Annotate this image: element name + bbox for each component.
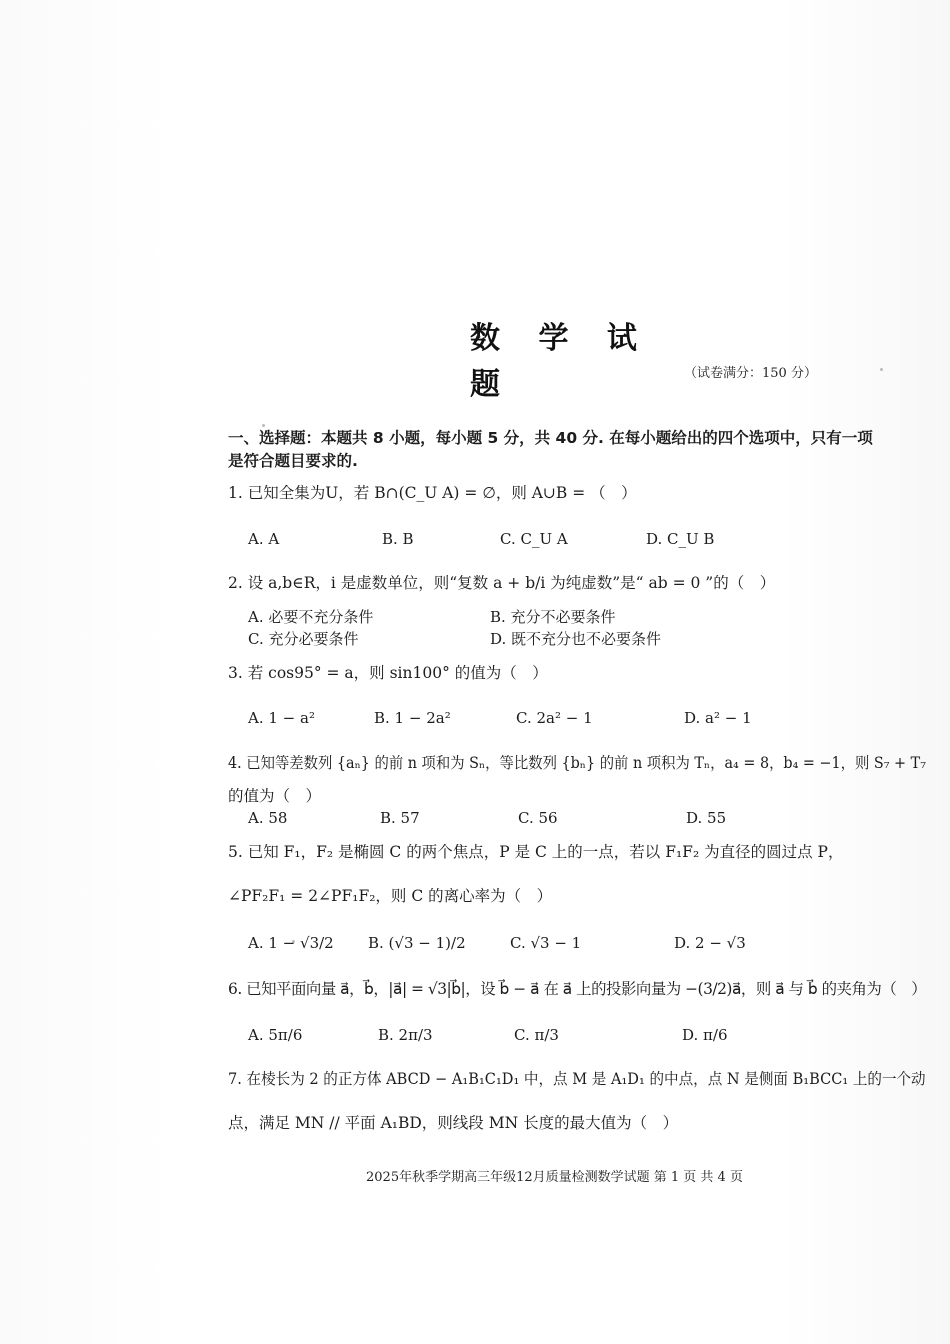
- question-5-stem-line2: ∠PF₂F₁ = 2∠PF₁F₂，则 C 的离心率为（ ）: [228, 887, 553, 905]
- scan-speck: [880, 368, 883, 371]
- question-3-option-a: A. 1 − a²: [248, 709, 315, 727]
- question-2-stem: 2. 设 a,b∈R，i 是虚数单位，则“复数 a + b/i 为纯虚数”是“ ab = 0 ”的（ ）: [228, 574, 776, 592]
- question-1-option-a: A. A: [248, 530, 280, 548]
- question-4-option-a: A. 58: [248, 809, 288, 827]
- question-2-option-d: D. 既不充分也不必要条件: [490, 630, 662, 648]
- question-4-stem-line1: 4. 已知等差数列 {aₙ} 的前 n 项和为 Sₙ，等比数列 {bₙ} 的前 n 项积为 Tₙ，a₄ = 8，b₄ = −1，则 S₇ + T₇: [228, 754, 926, 772]
- question-2-option-c: C. 充分必要条件: [248, 630, 359, 648]
- score-note: （试卷满分：150 分）: [684, 366, 817, 381]
- page-footer: 2025年秋季学期高三年级12月质量检测数学试题 第 1 页 共 4 页: [366, 1170, 743, 1185]
- section-heading-line2: 是符合题目要求的.: [228, 452, 358, 470]
- question-2-option-a: A. 必要不充分条件: [248, 608, 374, 626]
- question-6-option-b: B. 2π/3: [378, 1026, 433, 1044]
- question-3-option-b: B. 1 − 2a²: [374, 709, 451, 727]
- question-6-stem: 6. 已知平面向量 a⃗，b⃗，|a⃗| = √3|b⃗|，设 b⃗ − a⃗ 在 a⃗ 上的投影向量为 −(3/2)a⃗，则 a⃗ 与 b⃗ 的夹角为（ ）: [228, 980, 927, 998]
- question-2-option-b: B. 充分不必要条件: [490, 608, 616, 626]
- question-6-option-d: D. π/6: [682, 1026, 728, 1044]
- question-4-option-b: B. 57: [380, 809, 420, 827]
- question-6-option-c: C. π/3: [514, 1026, 559, 1044]
- question-5-option-a: A. 1 − √3/2: [248, 934, 334, 952]
- page-title: 数 学 试 题: [470, 321, 651, 402]
- question-3-option-d: D. a² − 1: [684, 709, 752, 727]
- question-4-option-c: C. 56: [518, 809, 558, 827]
- question-1-option-c: C. C_U A: [500, 530, 568, 548]
- question-4-stem-line2: 的值为（ ）: [228, 787, 322, 805]
- question-5-stem-line1: 5. 已知 F₁，F₂ 是椭圆 C 的两个焦点，P 是 C 上的一点，若以 F₁F₂ 为直径的圆过点 P，: [228, 843, 844, 861]
- section-heading-line1: 一、选择题：本题共 8 小题，每小题 5 分，共 40 分. 在每小题给出的四个选项中，只有一项: [228, 429, 873, 447]
- question-5-option-b: B. (√3 − 1)/2: [368, 934, 466, 952]
- question-3-stem: 3. 若 cos95° = a，则 sin100° 的值为（ ）: [228, 664, 548, 682]
- question-5-option-c: C. √3 − 1: [510, 934, 582, 952]
- question-6-option-a: A. 5π/6: [248, 1026, 303, 1044]
- question-3-option-c: C. 2a² − 1: [516, 709, 593, 727]
- question-7-stem-line2: 点，满足 MN // 平面 A₁BD，则线段 MN 长度的最大值为（ ）: [228, 1114, 679, 1132]
- question-5-option-d: D. 2 − √3: [674, 934, 746, 952]
- question-1-option-b: B. B: [382, 530, 414, 548]
- question-4-option-d: D. 55: [686, 809, 727, 827]
- question-1-stem: 1. 已知全集为U，若 B∩(C_U A) = ∅，则 A∪B = （ ）: [228, 484, 637, 502]
- question-7-stem-line1: 7. 在棱长为 2 的正方体 ABCD − A₁B₁C₁D₁ 中，点 M 是 A₁D₁ 的中点，点 N 是侧面 B₁BCC₁ 上的一个动: [228, 1070, 926, 1088]
- question-1-option-d: D. C_U B: [646, 530, 715, 548]
